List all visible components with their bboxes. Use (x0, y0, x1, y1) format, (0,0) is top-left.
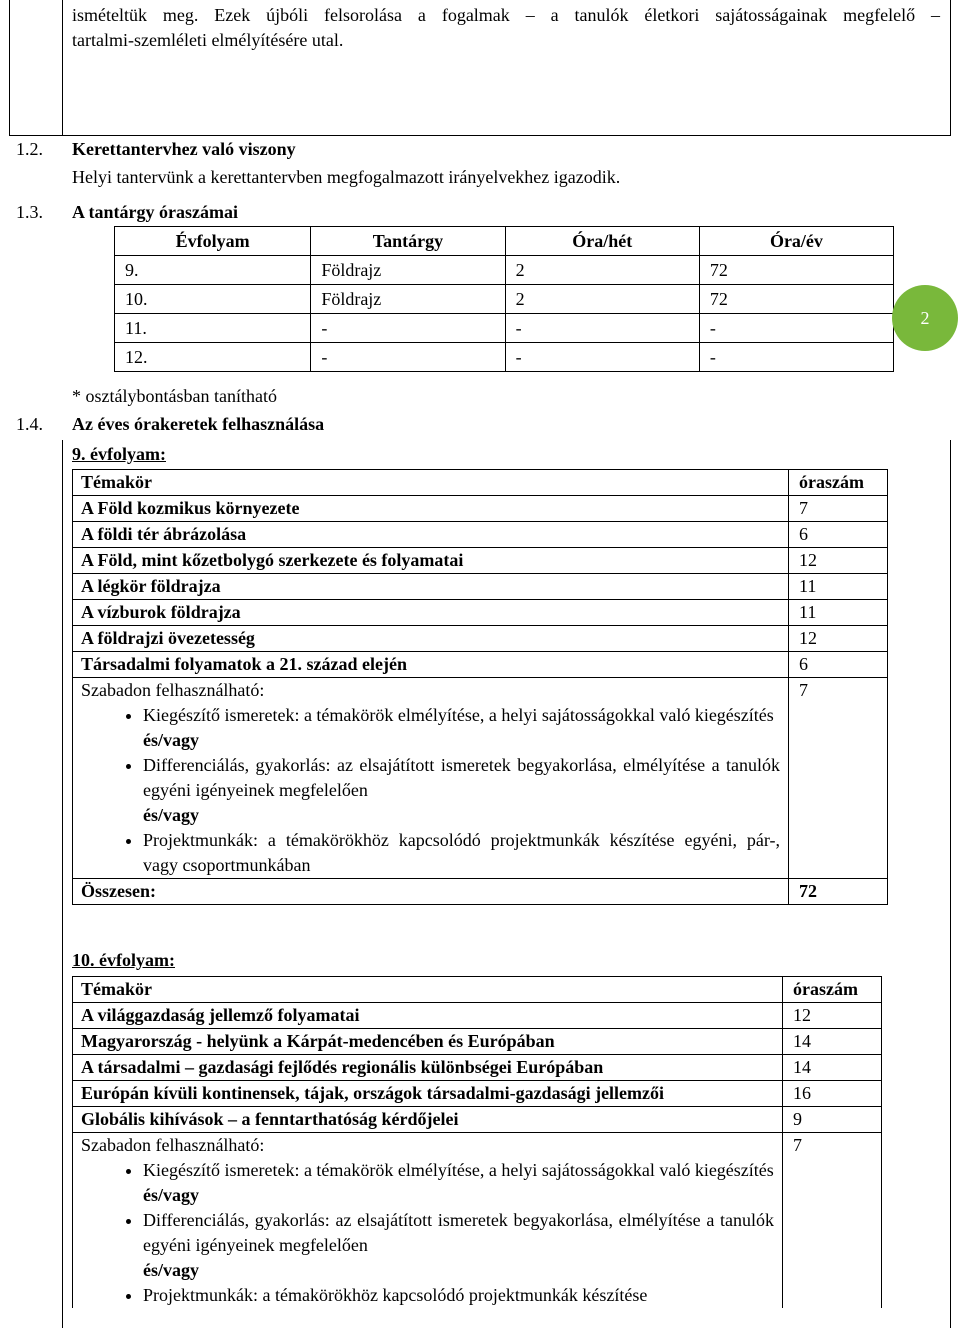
cell-weekly: 2 (505, 256, 699, 285)
table-row (115, 343, 894, 372)
list-item: • Projektmunkák: a témakörökhöz kapcsolódó projektmunkák készítése (143, 1283, 782, 1308)
header-subject: Tantárgy (311, 227, 505, 256)
topic-cell: A világgazdaság jellemző folyamatai (73, 1003, 783, 1029)
frame-left (9, 0, 10, 136)
hours-cell: 14 (783, 1029, 882, 1055)
cell-subject: Földrajz (311, 256, 505, 285)
grade-10-table (72, 976, 882, 1308)
total-row (73, 879, 888, 905)
hours-cell: 11 (789, 574, 888, 600)
header-weekly: Óra/hét (505, 227, 699, 256)
hours-cell: 16 (783, 1081, 882, 1107)
grade-9-table (72, 469, 888, 905)
free-use-row (73, 1133, 882, 1309)
topic-cell: A társadalmi – gazdasági fejlődés regionális különbségei Európában (73, 1055, 783, 1081)
topic-cell: A Föld kozmikus környezete (73, 496, 789, 522)
col-topic: Témakör (73, 977, 783, 1003)
table-row (73, 1107, 882, 1133)
free-use-cell (73, 678, 789, 879)
list-item: • Kiegészítő ismeretek: a témakörök elmélyítése, a helyi sajátosságokkal való kiegészítés (143, 1158, 782, 1183)
table-row (73, 1029, 882, 1055)
cell-subject: Földrajz (311, 285, 505, 314)
col-hours: óraszám (783, 977, 882, 1003)
grade-10-header (73, 977, 882, 1003)
frame-right (950, 0, 951, 136)
table-row (115, 285, 894, 314)
cell-weekly: - (505, 343, 699, 372)
free-use-hours: 7 (789, 678, 888, 879)
hours-cell: 9 (783, 1107, 882, 1133)
hours-cell: 12 (783, 1003, 882, 1029)
hours-cell: 12 (789, 548, 888, 574)
free-use-cell (73, 1133, 783, 1309)
cell-weekly: 2 (505, 285, 699, 314)
section-1-2-number: 1.2. (16, 139, 43, 159)
section-1-2-title: Kerettantervhez való viszony (72, 139, 296, 159)
hours-cell: 12 (789, 626, 888, 652)
cell-weekly: - (505, 314, 699, 343)
table-row (73, 548, 888, 574)
table-row (73, 626, 888, 652)
table-row (115, 256, 894, 285)
table-row (73, 1055, 882, 1081)
cell-grade: 11. (115, 314, 311, 343)
grade-9-header (73, 470, 888, 496)
topic-cell: Magyarország - helyünk a Kárpát-medencében és Európában (73, 1029, 783, 1055)
col-hours: óraszám (789, 470, 888, 496)
topic-cell: Európán kívüli kontinensek, tájak, országok társadalmi-gazdasági jellemzői (73, 1081, 783, 1107)
hours-cell: 6 (789, 522, 888, 548)
hours-cell: 7 (789, 496, 888, 522)
list-item: • Differenciálás, gyakorlás: az elsajátított ismeretek begyakorlása, elmélyítése a tanulók egyéni igényeinek megfelelően (143, 1208, 782, 1258)
table-row (73, 1003, 882, 1029)
total-label: Összesen: (73, 879, 789, 905)
topic-cell: A földrajzi övezetesség (73, 626, 789, 652)
and-or-label: és/vagy (143, 805, 199, 825)
free-use-row (73, 678, 888, 879)
cell-yearly: - (699, 343, 893, 372)
topic-cell: A földi tér ábrázolása (73, 522, 789, 548)
table-row (115, 314, 894, 343)
list-item: • Differenciálás, gyakorlás: az elsajátított ismeretek begyakorlása, elmélyítése a tanulók egyéni igényeinek megfelelően (143, 753, 788, 803)
topic-cell: A Föld, mint kőzetbolygó szerkezete és folyamatai (73, 548, 789, 574)
topic-cell: Társadalmi folyamatok a 21. század elején (73, 652, 789, 678)
header-grade: Évfolyam (115, 227, 311, 256)
list-item: • Projektmunkák: a témakörökhöz kapcsolódó projektmunkák készítése egyéni, pár-, vagy csoportmunkában (143, 828, 788, 878)
hours-table-header (115, 227, 894, 256)
free-use-list (81, 1208, 782, 1258)
hours-cell: 6 (789, 652, 888, 678)
hours-cell: 11 (789, 600, 888, 626)
section-1-3-number: 1.3. (16, 202, 43, 222)
frame-lower-left (62, 440, 63, 1328)
free-use-list (81, 1283, 782, 1308)
free-use-list (81, 703, 788, 728)
total-hours: 72 (789, 879, 888, 905)
topic-cell: A légkör földrajza (73, 574, 789, 600)
table-row (73, 522, 888, 548)
cell-grade: 12. (115, 343, 311, 372)
hours-cell: 14 (783, 1055, 882, 1081)
cell-subject: - (311, 314, 505, 343)
table-row (73, 600, 888, 626)
header-yearly: Óra/év (699, 227, 893, 256)
cell-grade: 9. (115, 256, 311, 285)
cell-yearly: 72 (699, 285, 893, 314)
cell-subject: - (311, 343, 505, 372)
frame-inner-left (62, 0, 63, 136)
table-row (73, 652, 888, 678)
free-use-label: Szabadon felhasználható: (81, 1135, 265, 1155)
topic-cell: Globális kihívások – a fenntarthatóság kérdőjelei (73, 1107, 783, 1133)
section-1-4-title: Az éves órakeretek felhasználása (72, 414, 325, 434)
cell-yearly: 72 (699, 256, 893, 285)
table-row (73, 496, 888, 522)
intro-line-2: tartalmi-szemléleti elmélyítésére utal. (72, 30, 344, 50)
intro-line-1: ismételtük meg. Ezek újbóli felsorolása a fogalmak – a tanulók életkori sajátosságainak megfelelő – (72, 5, 940, 25)
free-use-hours: 7 (783, 1133, 882, 1309)
grade-10-heading: 10. évfolyam: (72, 950, 175, 970)
and-or-label: és/vagy (143, 1185, 199, 1205)
frame-lower-right (950, 440, 951, 1328)
frame-divider (9, 135, 951, 136)
table-row (73, 1081, 882, 1107)
col-topic: Témakör (73, 470, 789, 496)
grade-9-heading: 9. évfolyam: (72, 444, 166, 464)
hours-table (114, 226, 894, 372)
and-or-label: és/vagy (143, 1260, 199, 1280)
topic-cell: A vízburok földrajza (73, 600, 789, 626)
section-1-2-text: Helyi tantervünk a kerettantervben megfogalmazott irányelvekhez igazodik. (72, 167, 621, 187)
table-note: * osztálybontásban tanítható (72, 386, 277, 406)
free-use-list (81, 1158, 782, 1183)
page-number-badge: 2 (892, 285, 958, 351)
list-item: • Kiegészítő ismeretek: a témakörök elmélyítése, a helyi sajátosságokkal való kiegészítés (143, 703, 788, 728)
cell-grade: 10. (115, 285, 311, 314)
and-or-label: és/vagy (143, 730, 199, 750)
table-row (73, 574, 888, 600)
section-1-3-title: A tantárgy óraszámai (72, 202, 238, 222)
free-use-label: Szabadon felhasználható: (81, 680, 265, 700)
free-use-list (81, 828, 788, 878)
cell-yearly: - (699, 314, 893, 343)
free-use-list (81, 753, 788, 803)
section-1-4-number: 1.4. (16, 414, 43, 434)
